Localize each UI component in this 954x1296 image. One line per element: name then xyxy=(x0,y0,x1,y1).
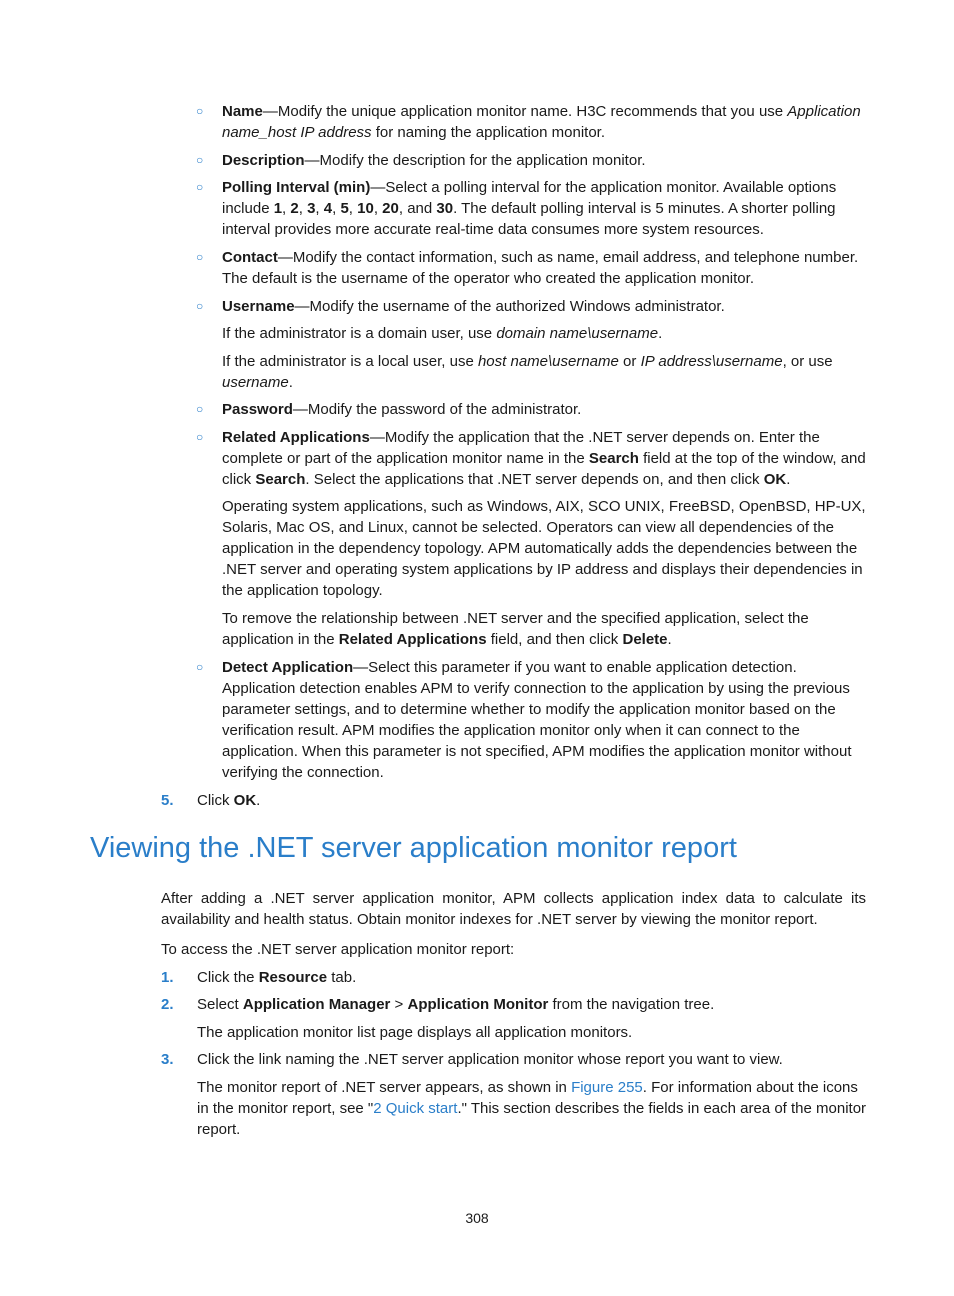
ui-term: Application Manager xyxy=(242,996,391,1013)
note-italic: host name\username xyxy=(477,353,619,370)
param-text: for naming the application monitor. xyxy=(371,124,605,141)
step-text: Click the xyxy=(197,969,259,986)
page-number: 308 xyxy=(465,1210,489,1226)
ui-term: Delete xyxy=(622,631,668,648)
note-text: . For information about the icons in the monitor report, see " xyxy=(197,1079,858,1117)
param-text: —Modify the contact information, such as name, email address, and telephone number. The default is the username of the operator who created the application monitor. xyxy=(222,249,859,287)
step-text: Click xyxy=(197,792,234,809)
step-text: > xyxy=(390,996,408,1013)
figure-link[interactable]: Figure 255 xyxy=(571,1079,643,1096)
step-number: 5. xyxy=(161,792,174,809)
detect-application-param xyxy=(222,657,872,783)
note-italic: IP address\username xyxy=(640,353,783,370)
note-text: To remove the relationship between .NET server and the specified application, select the application in the xyxy=(222,610,809,648)
param-text: —Select this parameter if you want to enable application detection. Application detection enables APM to verify connection to the application by using the previous parameter settings, and to determine whether to modify the application monitor based on the verification result. APM modifies the application monitor only when it can connect to the application. When this parameter is not specified, APM modifies the application monitor without verifying the connection. xyxy=(222,659,852,781)
step-3-note xyxy=(197,1077,867,1140)
param-text: . xyxy=(786,471,791,488)
bullet-icon: ○ xyxy=(196,153,204,167)
option-value: 30 xyxy=(436,200,454,217)
option-value: 20 xyxy=(382,200,399,217)
bullet-icon: ○ xyxy=(196,250,204,264)
param-text: —Modify the password of the administrator. xyxy=(292,401,582,418)
bullet-icon: ○ xyxy=(196,430,204,444)
intro-paragraph: After adding a .NET server application monitor, APM collects application index data to calculate its availability and health status. Obtain monitor indexes for .NET server by viewing the monitor report. xyxy=(161,890,866,928)
ui-term: Search xyxy=(255,471,306,488)
step-2-note: The application monitor list page displays all application monitors. xyxy=(197,1024,633,1041)
step-text: . xyxy=(256,792,261,809)
step-text: tab. xyxy=(327,969,357,986)
step-text: Select xyxy=(197,996,243,1013)
param-term: Related Applications xyxy=(222,429,370,446)
note-italic: username xyxy=(222,374,289,391)
step-1 xyxy=(197,967,867,988)
name-param xyxy=(222,101,872,143)
related-apps-remove-note xyxy=(222,608,872,650)
note-text: or xyxy=(618,353,641,370)
step-text: from the navigation tree. xyxy=(548,996,715,1013)
param-text: . Select the applications that .NET server depends on, and then click xyxy=(305,471,764,488)
polling-interval-param: Polling Interval (min)—Select a polling interval for the application monitor. Available options include 1, 2, 3, 4, 5, 10, 20, and 30. The default polling interval is 5 minutes. A shorter polling interval provides more accurate real-time data consumes more system resources. xyxy=(222,179,837,238)
note-text: . xyxy=(667,631,672,648)
description-param xyxy=(222,150,872,171)
option-value: 3 xyxy=(307,200,316,217)
note-italic: domain name\username xyxy=(496,325,659,342)
step-number: 3. xyxy=(161,1051,174,1068)
access-paragraph: To access the .NET server application monitor report: xyxy=(161,941,515,958)
param-term: Detect Application xyxy=(222,659,354,676)
step-5 xyxy=(197,790,867,811)
note-text: field, and then click xyxy=(486,631,623,648)
param-term: Contact xyxy=(222,249,278,266)
note-text: The monitor report of .NET server appears, as shown in xyxy=(197,1079,572,1096)
param-term: Name xyxy=(222,103,263,120)
option-value: 5 xyxy=(340,200,349,217)
note-text: . xyxy=(658,325,663,342)
step-3 xyxy=(197,1049,867,1070)
ui-term: Related Applications xyxy=(338,631,487,648)
param-text: —Modify the unique application monitor name. H3C recommends that you use xyxy=(262,103,788,120)
username-local-note xyxy=(222,351,872,393)
username-domain-note xyxy=(222,323,872,344)
option-value: 10 xyxy=(357,200,374,217)
step-number: 2. xyxy=(161,996,174,1013)
note-text: , or use xyxy=(782,353,833,370)
param-term: Username xyxy=(222,298,295,315)
bullet-icon: ○ xyxy=(196,402,204,416)
param-text: —Modify the username of the authorized Windows administrator. xyxy=(294,298,725,315)
note-text: If the administrator is a domain user, use xyxy=(222,325,497,342)
contact-param xyxy=(222,247,872,289)
step-2 xyxy=(197,994,867,1015)
param-text: —Modify the application that the .NET server depends on. Enter the complete or part of the application monitor name in the xyxy=(222,429,820,467)
quick-start-link[interactable]: 2 Quick start xyxy=(373,1100,458,1117)
username-param xyxy=(222,296,872,317)
bullet-icon: ○ xyxy=(196,660,204,674)
ui-term: Search xyxy=(588,450,639,467)
option-value: 4 xyxy=(323,200,333,217)
bullet-icon: ○ xyxy=(196,180,204,194)
ui-term: OK xyxy=(763,471,787,488)
related-apps-os-note: Operating system applications, such as Windows, AIX, SCO UNIX, FreeBSD, OpenBSD, HP-UX, Solaris, Mac OS, and Linux, cannot be selected. Operators can view all dependencies of the application in the dependency topology. APM automatically adds the dependencies between the .NET server and operating system applications by IP address and displays their dependencies in the application topology. xyxy=(222,498,866,599)
password-param xyxy=(222,399,872,420)
param-term: Polling Interval (min) xyxy=(222,179,371,196)
note-text: If the administrator is a local user, use xyxy=(222,353,478,370)
param-text: field at the top of the window, and click xyxy=(222,450,866,488)
option-value: 1 xyxy=(273,200,283,217)
note-text: . xyxy=(288,374,293,391)
note-text: ." This section describes the fields in each area of the monitor report. xyxy=(197,1100,867,1138)
option-value: 2 xyxy=(290,200,299,217)
step-text: Click the link naming the .NET server application monitor whose report you want to view. xyxy=(197,1051,783,1068)
param-text: . The default polling interval is 5 minutes. A shorter polling interval provides more accurate real-time data consumes more system resources. xyxy=(222,200,836,238)
bullet-icon: ○ xyxy=(196,104,204,118)
param-term: Password xyxy=(222,401,293,418)
param-italic: Application name_host IP address xyxy=(222,103,861,141)
param-text: —Select a polling interval for the application monitor. Available options include xyxy=(222,179,837,217)
ui-term: Application Monitor xyxy=(407,996,549,1013)
related-applications-param xyxy=(222,427,872,490)
section-heading: Viewing the .NET server application monitor report xyxy=(90,832,737,864)
ui-term: Resource xyxy=(258,969,328,986)
step-number: 1. xyxy=(161,969,174,986)
bullet-icon: ○ xyxy=(196,299,204,313)
param-text: —Modify the description for the application monitor. xyxy=(304,152,646,169)
param-term: Description xyxy=(222,152,305,169)
ui-term: OK xyxy=(233,792,257,809)
